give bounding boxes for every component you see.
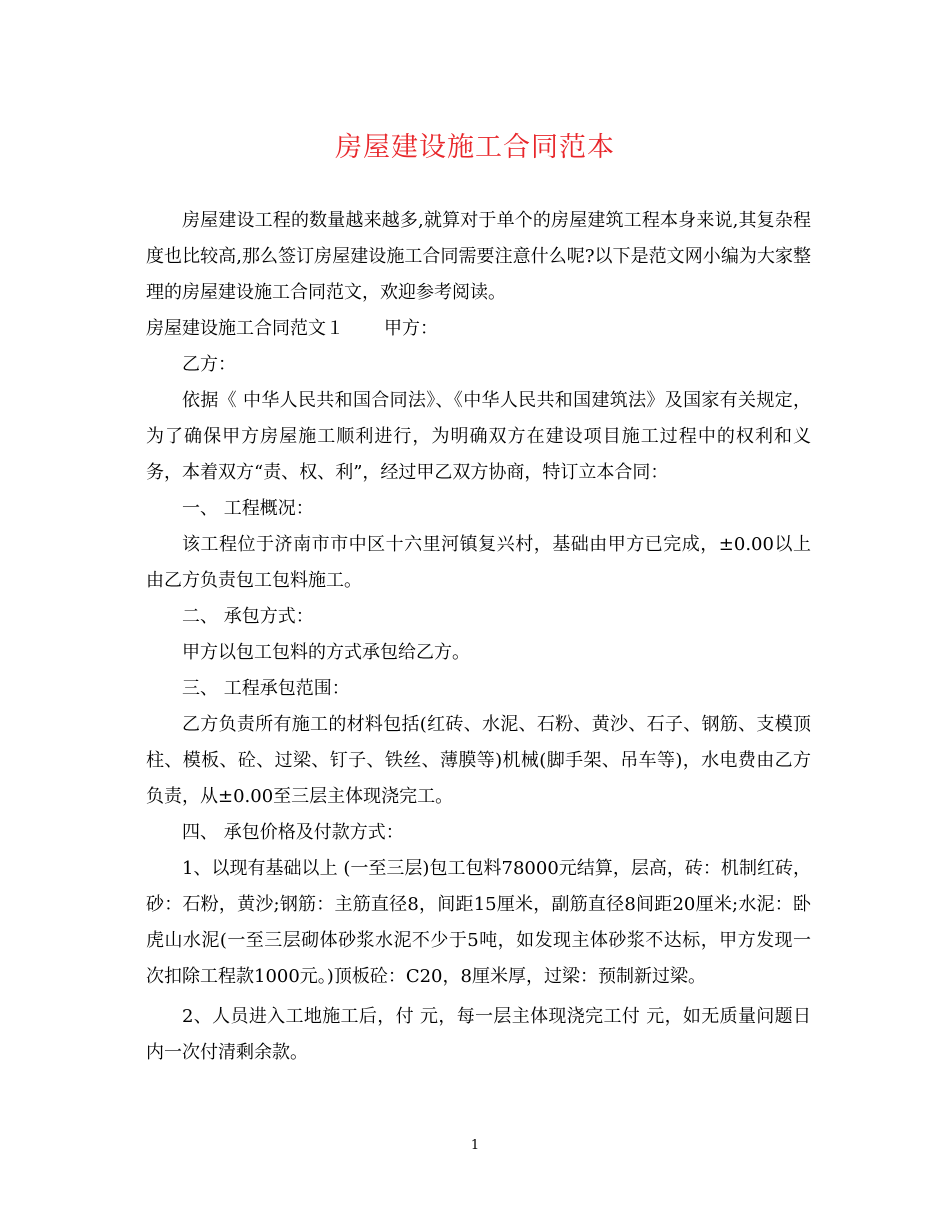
section-heading: 三、 工程承包范围： bbox=[182, 678, 350, 699]
page-number: 1 bbox=[470, 1138, 480, 1153]
section-body: 甲方以包工包料的方式承包给乙方。 bbox=[182, 642, 470, 663]
sample-heading-line bbox=[146, 311, 811, 347]
document-title: 房屋建设施工合同范本 bbox=[335, 132, 615, 163]
payment-item: 1、以现有基础以上 (一至三层)包工包料78000元结算，层高，砖：机制红砖，砂：石粉，黄沙;钢筋：主筋直径8，间距15厘米，副筋直径8间距20厘米;水泥：卧虎山水泥(一至三层砌体砂浆水泥不少于5吨，如发现主体砂浆不达标，甲方发现一次扣除工程款1000元。)顶板砼：C20，8厘米厚，过梁：预制新过梁。 bbox=[146, 858, 811, 987]
section-heading: 二、 承包方式： bbox=[182, 606, 314, 627]
intro-paragraph: 房屋建设工程的数量越来越多,就算对于单个的房屋建筑工程本身来说,其复杂程度也比较高,那么签订房屋建设施工合同需要注意什么呢?以下是范文网小编为大家整理的房屋建设施工合同范文，欢迎参考阅读。 bbox=[146, 210, 811, 303]
section-body: 该工程位于济南市市中区十六里河镇复兴村，基础由甲方已完成，±0.00以上由乙方负责包工包料施工。 bbox=[146, 534, 811, 591]
party-b-label: 乙方： bbox=[182, 354, 236, 375]
section-heading: 四、 承包价格及付款方式： bbox=[182, 822, 404, 843]
document-body bbox=[146, 203, 811, 1071]
section-heading: 一、 工程概况： bbox=[182, 498, 314, 519]
preamble-paragraph: 依据《 中华人民共和国合同法》、《中华人民共和国建筑法》及国家有关规定，为了确保甲方房屋施工顺利进行，为明确双方在建设项目施工过程中的权利和义务，本着双方“责、权、利”，经过甲乙双方协商，特订立本合同： bbox=[146, 390, 811, 483]
payment-item: 2、人员进入工地施工后，付 元，每一层主体现浇完工付 元，如无质量问题日内一次付清剩余款。 bbox=[146, 1006, 811, 1063]
party-a-label: 甲方： bbox=[384, 318, 438, 339]
sample-heading: 房屋建设施工合同范文１ bbox=[146, 318, 344, 339]
section-body: 乙方负责所有施工的材料包括(红砖、水泥、石粉、黄沙、石子、钢筋、支模顶柱、模板、砼、过梁、钉子、铁丝、薄膜等)机械(脚手架、吊车等)，水电费由乙方负责，从±0.00至三层主体现浇完工。 bbox=[146, 714, 811, 807]
